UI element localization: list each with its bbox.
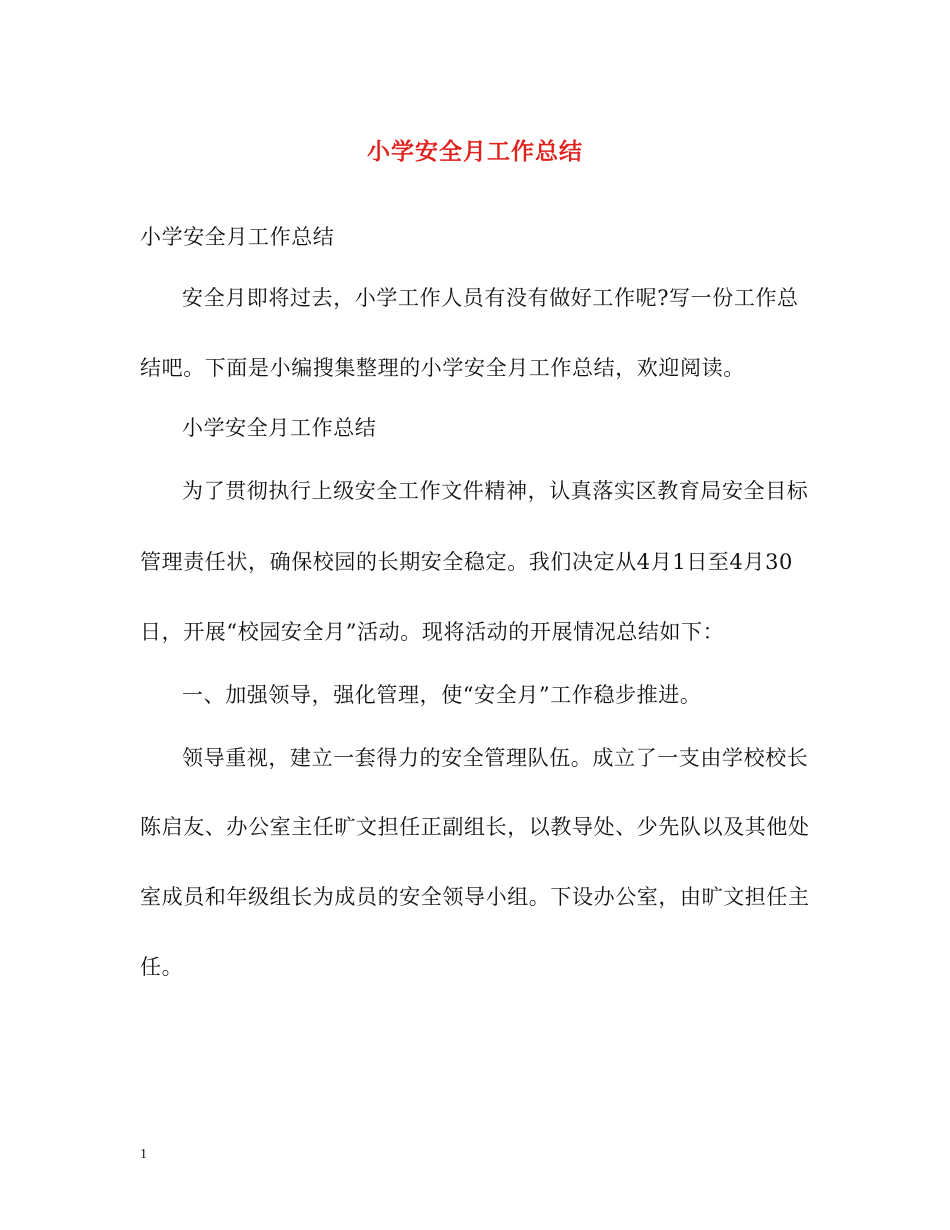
paragraph-line: 结吧。下面是小编搜集整理的小学安全月工作总结，欢迎阅读。 [140,356,745,380]
page-number: 1 [140,1147,147,1162]
section-heading-line: 一、加强领导，强化管理，使“安全月”工作稳步推进。 [182,683,702,707]
heading-line: 小学安全月工作总结 [140,225,335,249]
paragraph-line: 管理责任状，确保校园的长期安全稳定。我们决定从4月1日至4月30 [140,550,794,574]
paragraph-line: 安全月即将过去，小学工作人员有没有做好工作呢?写一份工作总 [182,286,799,310]
document-title: 小学安全月工作总结 [367,138,583,165]
paragraph-line: 任。 [140,955,184,979]
paragraph-line: 日，开展“校园安全月”活动。现将活动的开展情况总结如下： [140,620,725,644]
paragraph-line: 领导重视，建立一套得力的安全管理队伍。成立了一支由学校校长 [182,746,809,770]
paragraph-line: 陈启友、办公室主任旷文担任正副组长，以教导处、少先队以及其他处 [140,815,810,839]
subheading-line: 小学安全月工作总结 [182,416,377,440]
paragraph-line: 为了贯彻执行上级安全工作文件精神，认真落实区教育局安全目标 [182,479,809,503]
paragraph-line: 室成员和年级组长为成员的安全领导小组。下设办公室，由旷文担任主 [140,885,810,909]
